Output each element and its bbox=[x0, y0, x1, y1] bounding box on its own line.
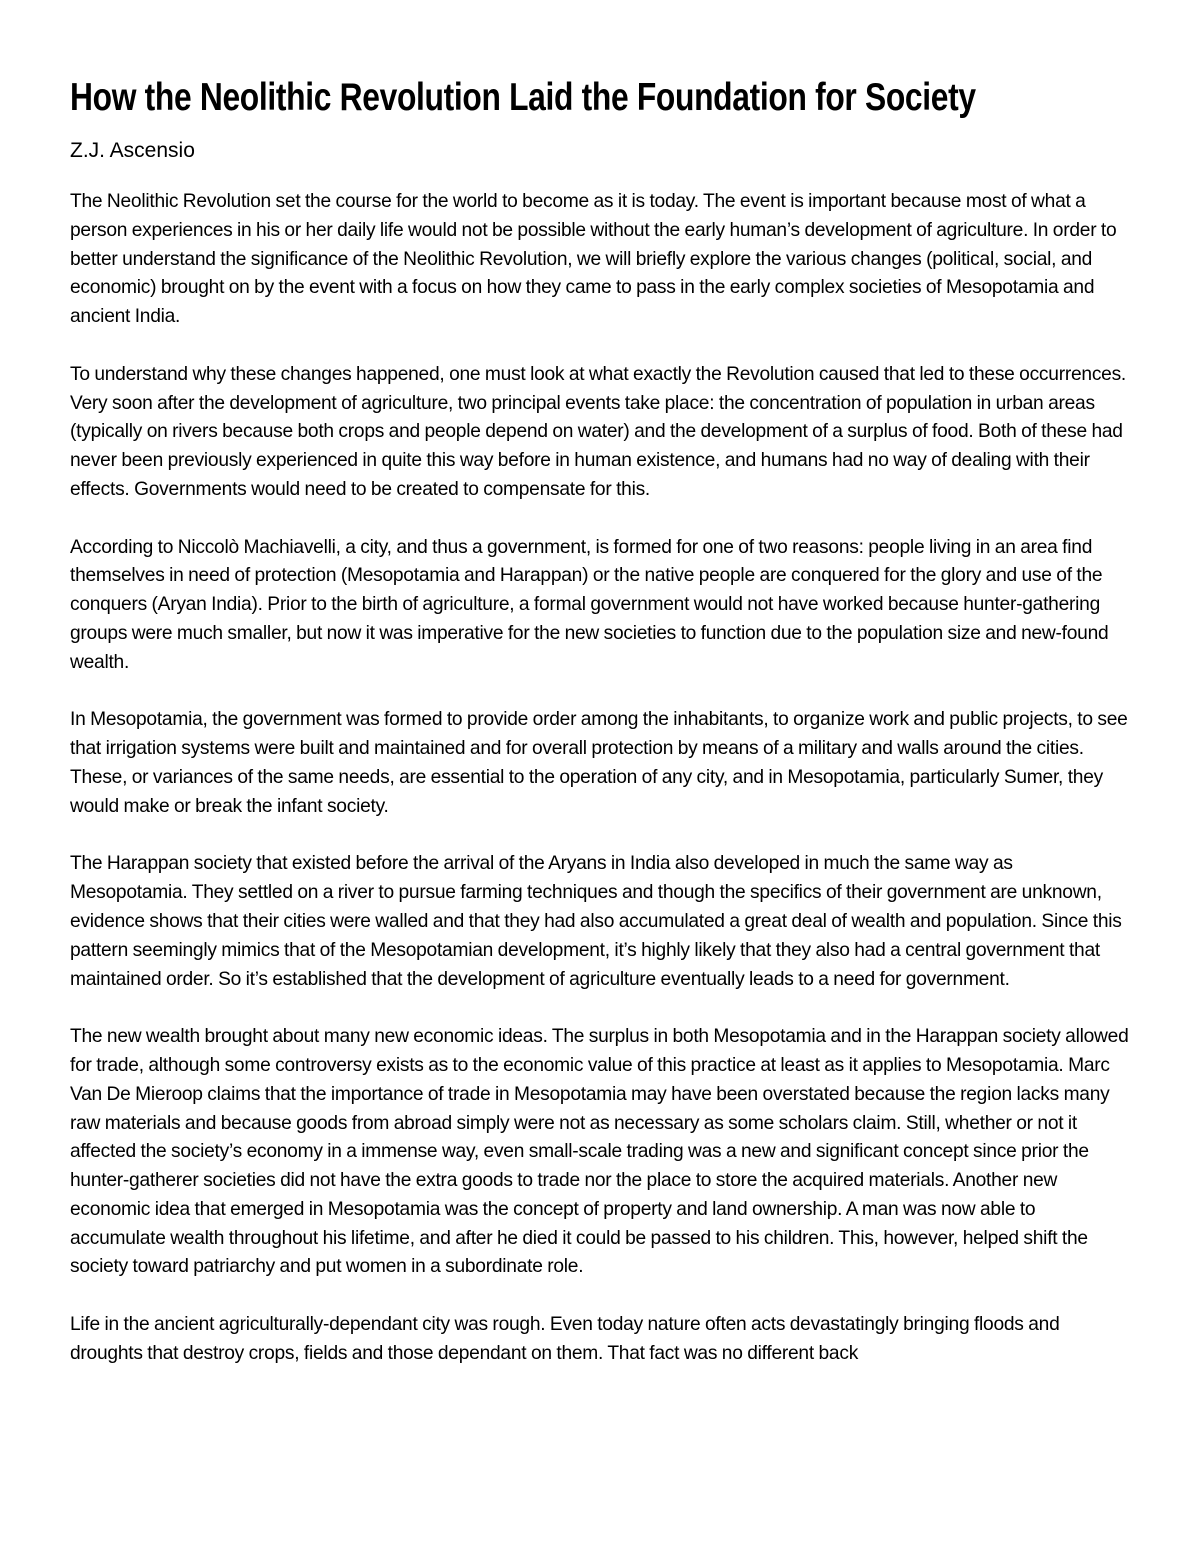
body-paragraph-5: The Harappan society that existed before the arrival of the Aryans in India also developed in much the same way as Mesopotamia. They settled on a river to pursue farming techniques and though the specifics of their government are unknown, evidence shows that their cities were walled and that they had also accumulated a great deal of wealth and population. Since this pattern seemingly mimics that of the Mesopotamian development, it’s highly likely that they also had a central government that maintained order. So it’s established that the development of agriculture eventually leads to a need for government. bbox=[70, 853, 1122, 990]
body-paragraph-1: The Neolithic Revolution set the course for the world to become as it is today. The event is important because most of what a person experiences in his or her daily life would not be possible without the early human’s development of agriculture. In order to better understand the significance of the Neolithic Revolution, we will briefly explore the various changes (political, social, and economic) brought on by the event with a focus on how they came to pass in the early complex societies of Mesopotamia and ancient India. bbox=[70, 191, 1117, 328]
body-paragraph-4: In Mesopotamia, the government was formed to provide order among the inhabitants, to organize work and public projects, to see that irrigation systems were built and maintained and for overall protection by means of a military and walls around the cities. These, or variances of the same needs, are essential to the operation of any city, and in Mesopotamia, particularly Sumer, they would make or break the infant society. bbox=[70, 709, 1128, 817]
body-paragraph-6: The new wealth brought about many new economic ideas. The surplus in both Mesopotamia and in the Harappan society allowed for trade, although some controversy exists as to the economic value of this practice at least as it applies to Mesopotamia. Marc Van De Mieroop claims that the importance of trade in Mesopotamia may have been overstated because the region lacks many raw materials and because goods from abroad simply were not as necessary as some scholars claim. Still, whether or not it affected the society’s economy in a immense way, even small-scale trading was a new and significant concept since prior the hunter-gatherer societies did not have the extra goods to trade nor the place to store the acquired materials. Another new economic idea that emerged in Mesopotamia was the concept of property and land ownership. A man was now able to accumulate wealth throughout his lifetime, and after he died it could be passed to his children. This, however, helped shift the society toward patriarchy and put women in a subordinate role. bbox=[70, 1026, 1129, 1278]
body-paragraph-7: Life in the ancient agriculturally-dependant city was rough. Even today nature often acts devastatingly bringing floods and droughts that destroy crops, fields and those dependant on them. That fact was no different back bbox=[70, 1314, 1060, 1364]
document-author: Z.J. Ascensio bbox=[70, 139, 195, 162]
document-title: How the Neolithic Revolution Laid the Foundation for Society bbox=[70, 76, 976, 119]
body-paragraph-3: According to Niccolò Machiavelli, a city, and thus a government, is formed for one of two reasons: people living in an area find themselves in need of protection (Mesopotamia and Harappan) or the native people are conquered for the glory and use of the conquers (Aryan India). Prior to the birth of agriculture, a formal government would not have worked because hunter-gathering groups were much smaller, but now it was imperative for the new societies to function due to the population size and new-found wealth. bbox=[70, 536, 1109, 673]
body-paragraph-2: To understand why these changes happened, one must look at what exactly the Revolution caused that led to these occurrences. Very soon after the development of agriculture, two principal events take place: the concentration of population in urban areas (typically on rivers because both crops and people depend on water) and the development of a surplus of food. Both of these had never been previously experienced in quite this way before in human existence, and humans had no way of dealing with their effects. Governments would need to be created to compensate for this. bbox=[70, 363, 1127, 500]
document-page bbox=[70, 74, 1132, 1397]
